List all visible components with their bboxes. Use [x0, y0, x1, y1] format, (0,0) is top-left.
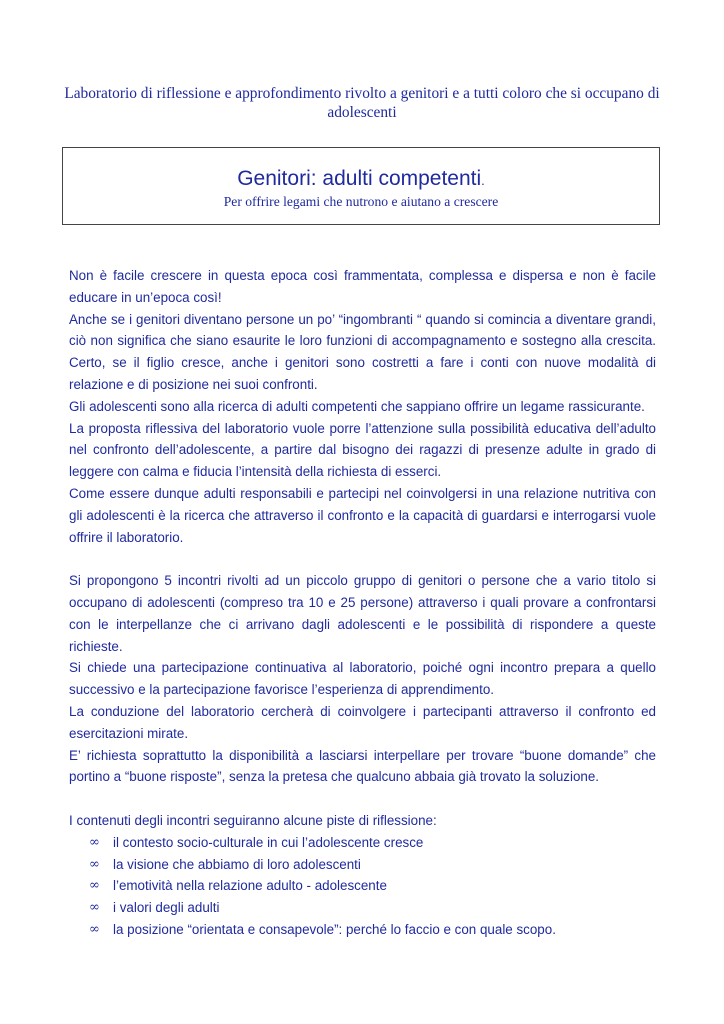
list-item: [69, 875, 656, 897]
paragraph: Si chiede una partecipazione continuativa al laboratorio, poiché ogni incontro prepara a quello successivo e la partecipazione favorisce l’esperienza di apprendimento.: [69, 660, 656, 698]
document-subtitle: Per offrire legami che nutrono e aiutano a crescere: [223, 194, 499, 209]
document-title-text: Genitori: adulti competenti: [237, 167, 482, 190]
list-item-text: la visione che abbiamo di loro adolescenti: [113, 856, 361, 872]
infinity-bullet-icon: ∞: [89, 900, 100, 916]
paragraph: Gli adolescenti sono alla ricerca di adulti competenti che sappiano offrire un legame rassicurante.: [69, 398, 645, 414]
list-intro: I contenuti degli incontri seguiranno alcune piste di riflessione:: [69, 812, 437, 828]
list-item-text: i valori degli adulti: [113, 900, 220, 916]
paragraph: Non è facile crescere in questa epoca così frammentata, complessa e dispersa e non è facile educare in un’epoca così!: [69, 268, 656, 305]
infinity-bullet-icon: ∞: [89, 856, 100, 872]
paragraph: La proposta riflessiva del laboratorio vuole porre l’attenzione sulla possibilità educativa dell’adulto nel confronto dell’adolescente, a partire dal bisogno dei ragazzi di presenze adulte in grado di leggere con calma e fiducia l’intensità della richiesta di esserci.: [69, 420, 656, 480]
list-item: [69, 919, 656, 941]
list-item: [69, 897, 656, 919]
paragraph: Come essere dunque adulti responsabili e partecipi nel coinvolgersi in una relazione nutritiva con gli adolescenti è la ricerca che attraverso il confronto e la capacità di guardarsi e interrogarsi vuole offrire il laboratorio.: [69, 485, 656, 545]
topics-list: [69, 832, 656, 941]
infinity-bullet-icon: ∞: [89, 878, 100, 894]
paragraph-spacer: [69, 548, 656, 570]
body-text: [69, 265, 656, 941]
infinity-bullet-icon: ∞: [89, 834, 100, 850]
infinity-bullet-icon: ∞: [89, 921, 100, 937]
header-text: Laboratorio di riflessione e approfondimento rivolto a genitori e a tutti coloro che si occupano di adolescenti: [64, 85, 660, 121]
list-item-text: l’emotività nella relazione adulto - adolescente: [113, 878, 387, 894]
title-box: [62, 147, 660, 225]
paragraph: Si propongono 5 incontri rivolti ad un piccolo gruppo di genitori o persone che a vario titolo si occupano di adolescenti (compreso tra 10 e 25 persone) attraverso i quali provare a confrontarsi con le interpellanze che ci arrivano dagli adolescenti e le possibilità di rispondere a queste richieste.: [69, 573, 656, 654]
paragraph: La conduzione del laboratorio cercherà di coinvolgere i partecipanti attraverso il confronto ed esercitazioni mirate.: [69, 703, 656, 741]
list-item-text: la posizione “orientata e consapevole”: perché lo faccio e con quale scopo.: [113, 921, 556, 937]
list-item-text: il contesto socio-culturale in cui l’adolescente cresce: [113, 834, 424, 850]
paragraph: E’ richiesta soprattutto la disponibilità a lasciarsi interpellare per trovare “buone domande” che portino a “buone risposte”, senza la pretesa che qualcuno abbaia già trovato la soluzione.: [69, 747, 656, 785]
paragraph: Anche se i genitori diventano persone un po’ “ingombranti “ quando si comincia a diventare grandi, ciò non significa che siano esaurite le loro funzioni di accompagnamento e sostegno alla crescita. Certo, se il figlio cresce, anche i genitori sono costretti a fare i conti con nuove modalità di relazione e di posizione nei suoi confronti.: [69, 311, 656, 392]
document-title: [63, 167, 659, 193]
paragraph-spacer: [69, 788, 656, 810]
document-title-dot: .: [481, 173, 485, 188]
list-item: [69, 854, 656, 876]
list-item: [69, 832, 656, 854]
